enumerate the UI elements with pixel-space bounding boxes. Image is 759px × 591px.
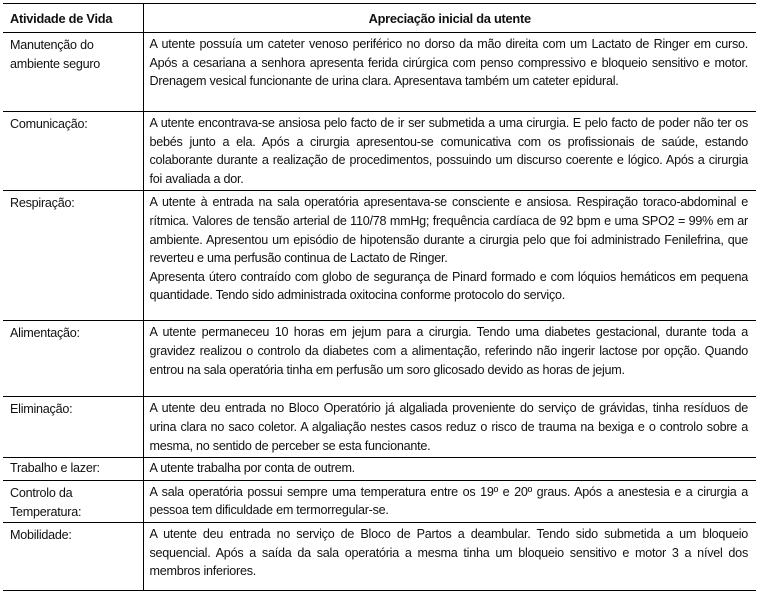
assessment-cell — [143, 397, 756, 458]
table-row-eliminacao — [3, 397, 756, 458]
assessment-cell — [143, 522, 756, 590]
activity-label: Mobilidade: — [3, 522, 143, 590]
assessment-cell — [143, 112, 756, 191]
activity-label: Comunicação: — [3, 112, 143, 191]
assessment-cell — [143, 321, 756, 397]
header-activity: Atividade de Vida — [3, 4, 143, 33]
activity-label: Manutenção do ambiente seguro — [3, 33, 143, 112]
assessment-text: Apresenta útero contraído com globo de segurança de Pinard formado e com lóquios hemáticos em pequena quantidade. Tendo sido administrada oxitocina conforme protocolo do serviço. — [149, 269, 748, 303]
assessment-cell — [143, 458, 756, 481]
table-row-trabalho — [3, 458, 756, 481]
activity-label: Alimentação: — [3, 321, 143, 397]
activity-label: Respiração: — [3, 191, 143, 321]
assessment-text: A utente permaneceu 10 horas em jejum para a cirurgia. Tendo uma diabetes gestacional, durante toda a gravidez realizou o controlo da diabetes com a alimentação, referindo não ingerir lactose por opção. Quando entrou na sala operatória tinha em perfusão um soro glicosado devido as horas de jejum. — [149, 325, 748, 377]
table-row-temperatura — [3, 480, 756, 522]
assessment-text: A sala operatória possui sempre uma temperatura entre os 19º e 20º graus. Após a anestesia e a cirurgia a pessoa tem dificuldade em termorregular-se. — [149, 484, 748, 518]
table-row-mobilidade — [3, 522, 756, 590]
table-header — [3, 4, 756, 33]
table-row-respiracao — [3, 191, 756, 321]
assessment-text: A utente à entrada na sala operatória apresentava-se consciente e ansiosa. Respiração toraco-abdominal e rítmica. Valores de tensão arterial de 110/78 mmHg; frequência cardíaca de 92 bpm e uma SPO2 = 99% em ar ambiente. Apresentou um episódio de hipotensão durante a cirurgia pelo que foi administrado Fenilefrina, que reverteu e uma perfusão continua de Lactato de Ringer. — [149, 195, 748, 266]
assessment-text: A utente possuía um cateter venoso periférico no dorso da mão direita com um Lactato de Ringer em curso. Após a cesariana a senhora apresenta ferida cirúrgica com penso compressivo e bloqueio sensitivo e motor. Drenagem vesical funcionante de urina clara. Apresentava também um cateter epidural. — [149, 37, 748, 89]
activities-of-living-table — [3, 3, 756, 591]
assessment-text: A utente trabalha por conta de outrem. — [149, 461, 355, 476]
assessment-text: A utente deu entrada no serviço de Bloco de Partos a deambular. Tendo sido submetida a um bloqueio sequencial. Após a saída da sala operatória a mesma tinha um bloqueio sensitivo e motor 3 a nível dos membros inferiores. — [149, 526, 748, 579]
activity-label: Controlo da Temperatura: — [3, 480, 143, 522]
table-body — [3, 33, 756, 591]
activity-label: Trabalho e lazer: — [3, 458, 143, 481]
table-row-alimentacao — [3, 321, 756, 397]
assessment-text: A utente encontrava-se ansiosa pelo facto de ir ser submetida a uma cirurgia. E pelo facto de poder não ter os bebés junto a ela. Após a cirurgia apresentou-se comunicativa com os profissionais de saúde, estando colaborante durante a realização de procedimentos, possuindo um discurso coerente e lógico. Após a cirurgia foi avaliada a dor. — [149, 116, 748, 186]
table-row-seguranca — [3, 33, 756, 112]
assessment-cell — [143, 480, 756, 522]
activity-label: Eliminação: — [3, 397, 143, 458]
header-assessment: Apreciação inicial da utente — [143, 4, 756, 33]
table-row-comunicacao — [3, 112, 756, 191]
assessment-cell — [143, 191, 756, 321]
assessment-cell — [143, 33, 756, 112]
assessment-text: A utente deu entrada no Bloco Operatório já algaliada proveniente do serviço de grávidas, tinha resíduos de urina clara no saco coletor. A algaliação nestes casos reduz o risco de trauma na bexiga e o controlo sobre a mesma, no sentido de perceber se esta funcionante. — [149, 401, 748, 453]
header-row — [3, 4, 756, 33]
